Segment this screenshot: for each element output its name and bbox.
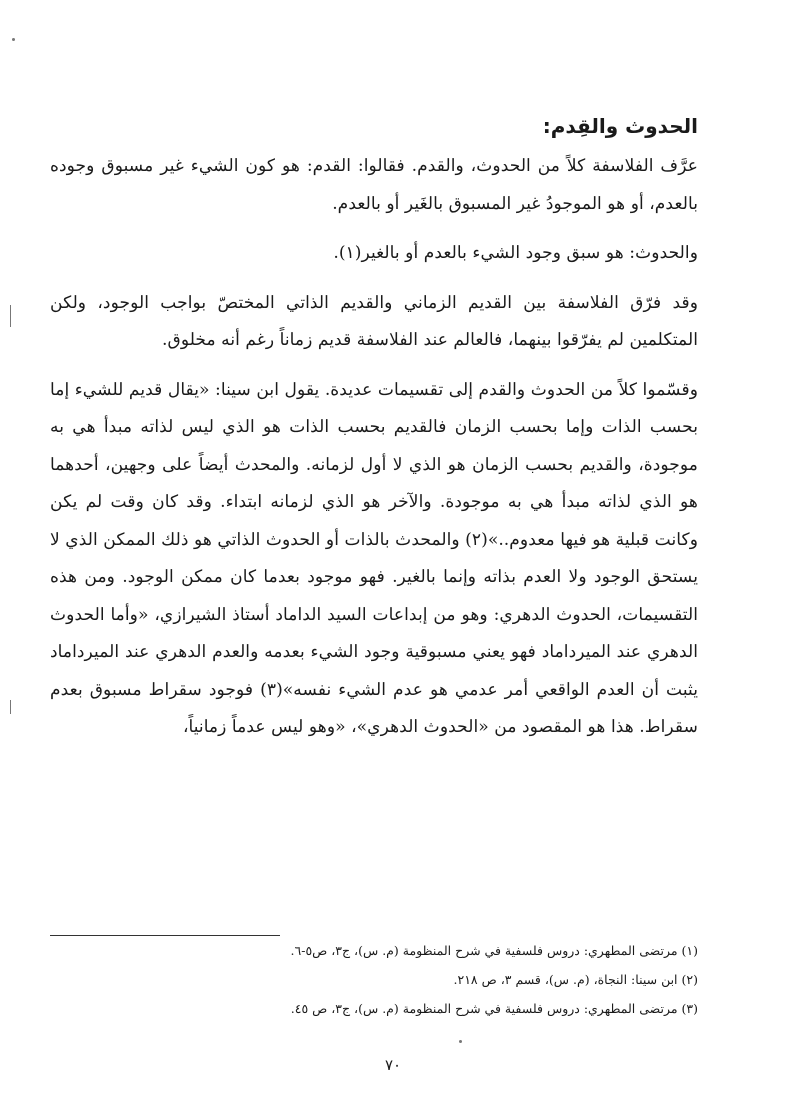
footnote: (١) مرتضى المطهري: دروس فلسفية في شرح المنظومة (م. س)، ج٣، ص٥-٦.	[290, 943, 698, 958]
main-text	[50, 112, 698, 755]
paragraph: وقسّموا كلاً من الحدوث والقدم إلى تقسيمات عديدة. يقول ابن سينا: «يقال قديم للشيء إما بحسب الذات وإما بحسب الزمان فالقديم بحسب الذات هو الذي ليس لذاته مبدأ هي به موجودة، والقديم بحسب الزمان هو الذي لا أول لزمانه. والمحدث أيضاً على وجهين، أحدهما هو الذي لذاته مبدأ هي به موجودة. والآخر هو الذي لزمانه ابتداء. وقد كان وقت لم يكن وكانت قبلية هو فيها معدوم..»(٢) والمحدث بالذات أو الحدوث الذاتي هو ذلك الممكن الذي لا يستحق الوجود ولا العدم بذاته وإنما بالغير. فهو موجود بعدما كان ممكن الوجود. ومن هذه التقسيمات، الحدوث الدهري: وهو من إبداعات السيد الداماد أستاذ الشيرازي، «وأما الحدوث الدهري عند الميرداماد فهو يعني مسبوقية وجود الشيء بعدمه والعدم الدهري عند الميرداماد يثبت أن العدم الواقعي أمر عدمي هو عدم الشيء نفسه»(٣) فوجود سقراط مسبوق بعدم سقراط. هذا هو المقصود من «الحدوث الدهري»، «وهو ليس عدماً زمانياً،	[50, 379, 699, 737]
footnote: (٣) مرتضى المطهري: دروس فلسفية في شرح المنظومة (م. س)، ج٣، ص ٤٥.	[290, 1001, 698, 1016]
footnotes	[50, 935, 698, 1023]
scan-speck	[459, 1040, 462, 1043]
scan-speck	[12, 38, 15, 41]
paragraph: عرَّف الفلاسفة كلاً من الحدوث، والقدم. فقالوا: القدم: هو كون الشيء غير مسبوق وجوده بالعدم، أو هو الموجودُ غير المسبوق بالغَير أو بالعدم.	[50, 156, 698, 214]
section-heading: الحدوث والقِدم:	[542, 114, 698, 138]
footnote-list	[50, 936, 698, 1023]
page-number: ٧٠	[384, 1056, 402, 1074]
footnote: (٢) ابن سينا: النجاة، (م. س)، قسم ٣، ص ٢١٨.	[453, 972, 698, 987]
paragraph: والحدوث: هو سبق وجود الشيء بالعدم أو بالغير(١).	[333, 243, 698, 263]
scan-speck	[10, 700, 11, 714]
scan-speck	[10, 305, 11, 327]
paragraph: وقد فرّق الفلاسفة بين القديم الزماني والقديم الذاتي المختصّ بواجب الوجود، ولكن المتكلمين لم يفرّقوا بينهما، فالعالم عند الفلاسفة قديم زماناً رغم أنه مخلوق.	[50, 292, 698, 350]
